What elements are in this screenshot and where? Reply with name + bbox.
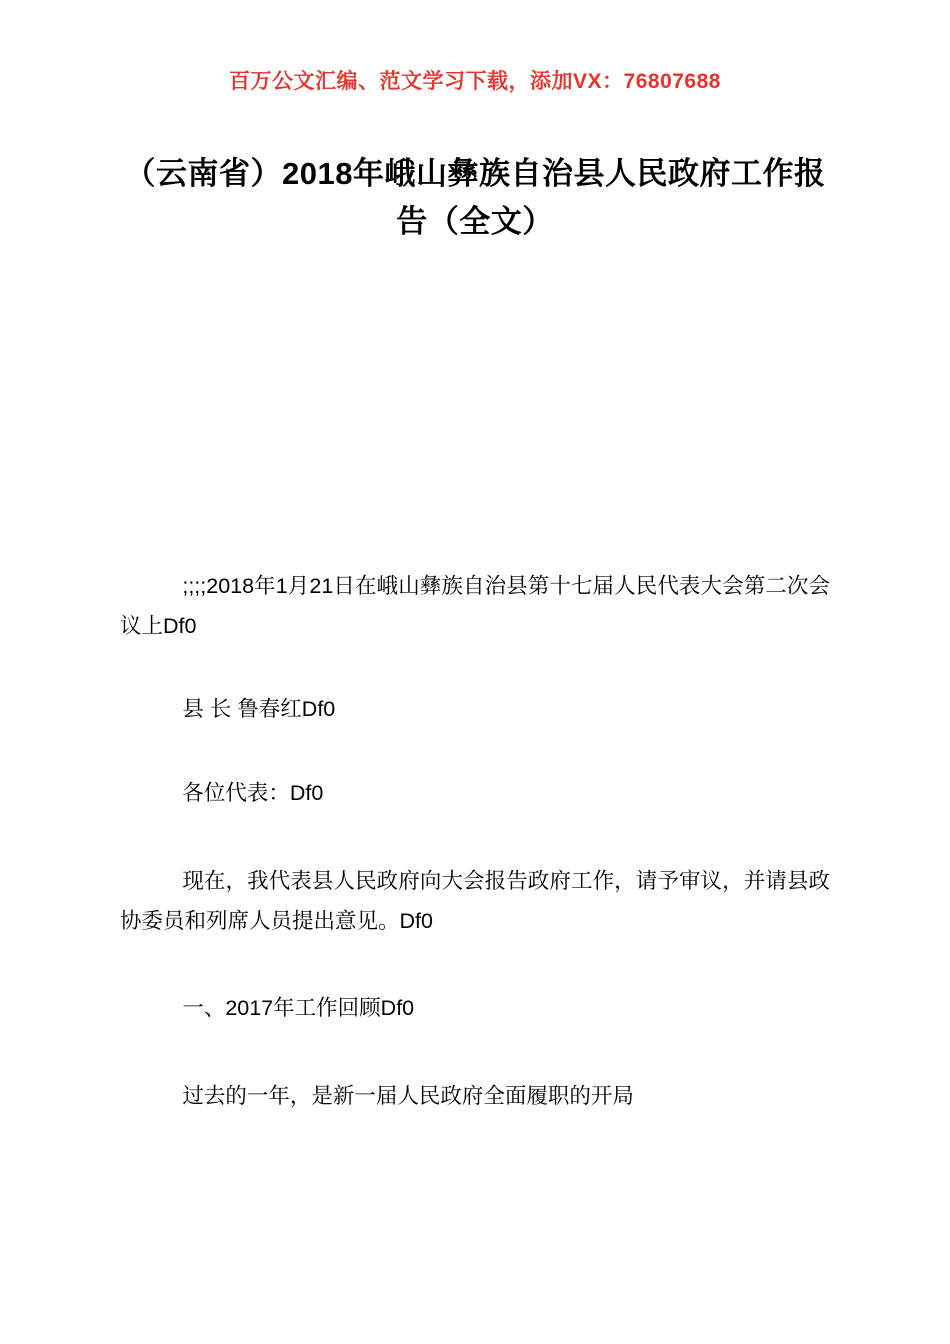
paragraph-review-start: 过去的一年，是新一届人民政府全面履职的开局 [182,1084,634,1109]
section-heading-one: 一、2017年工作回顾Df0 [182,996,415,1021]
title-body-spacer [120,267,830,567]
paragraph-speaker: 县 长 鲁春红Df0 [182,697,336,722]
page-title: （云南省）2018年峨山彝族自治县人民政府工作报告（全文） [124,156,826,240]
paragraph-salutation: 各位代表：Df0 [182,781,324,806]
paragraph-gap [120,646,830,690]
paragraph-gap [120,941,830,989]
paragraph-gap [120,1029,830,1077]
paragraph-opening: 现在，我代表县人民政府向大会报告政府工作，请予审议，并请县政协委员和列席人员提出意见。Df0 [120,868,830,933]
paragraph-gap [120,814,830,862]
promo-watermark-text: 百万公文汇编、范文学习下载，添加VX：76807688 [229,70,721,93]
paragraph-meeting-info: ;;;;2018年1月21日在峨山彝族自治县第十七届人民代表大会第二次会议上Df0 [120,573,830,638]
paragraph-gap [120,730,830,774]
